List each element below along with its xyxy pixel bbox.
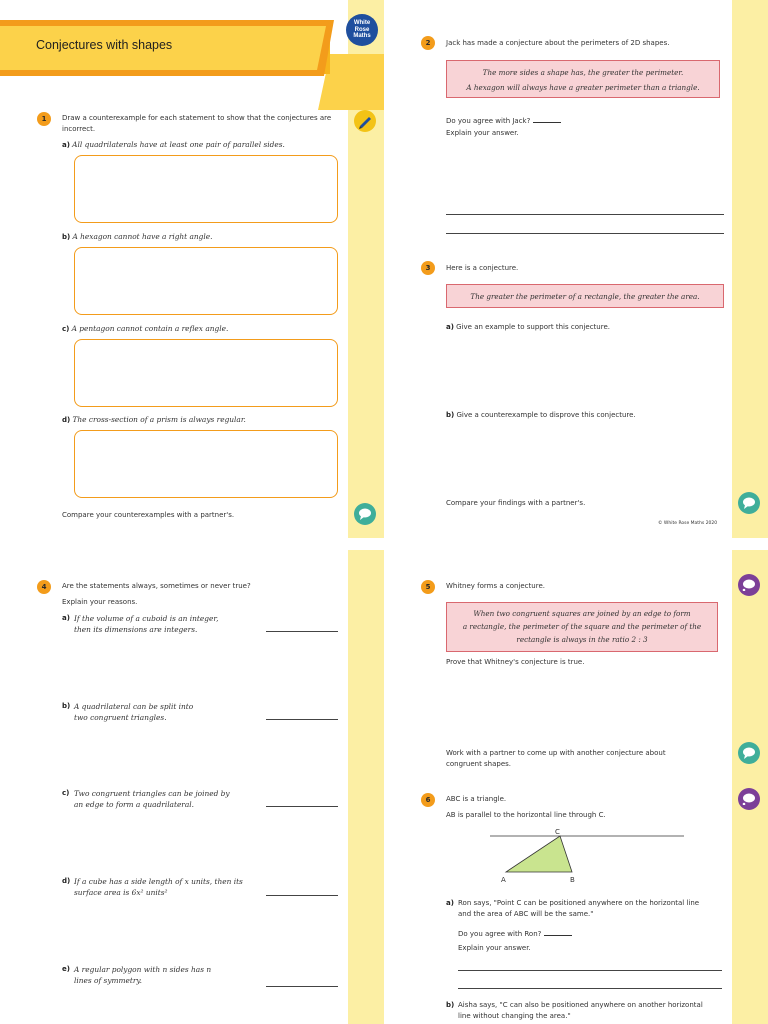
agree-prompt: Do you agree with Jack? <box>446 115 561 127</box>
part-d: d) The cross-section of a prism is always regular. <box>62 415 246 424</box>
part-a: a) <box>446 899 454 907</box>
question-number: 3 <box>421 261 435 275</box>
question-number: 1 <box>37 112 51 126</box>
answer-box-b[interactable] <box>74 247 338 315</box>
answer-line <box>446 233 724 234</box>
answer-line <box>266 806 338 807</box>
answer-line <box>266 631 338 632</box>
statement-d: If a cube has a side length of x units, then its surface area is 6x² units² <box>74 877 243 897</box>
answer-box-d[interactable] <box>74 430 338 498</box>
discussion-icon <box>738 492 760 514</box>
part-a: a) All quadrilaterals have at least one pair of parallel sides. <box>62 140 285 149</box>
worksheet-page-1 <box>0 0 384 538</box>
answer-box-c[interactable] <box>74 339 338 407</box>
answer-line <box>458 970 722 971</box>
part-c: c) A pentagon cannot contain a reflex angle. <box>62 324 229 333</box>
conjecture-box: The greater the perimeter of a rectangle, the greater the area. <box>446 284 724 308</box>
part-b: b) Give a counterexample to disprove this conjecture. <box>446 411 636 419</box>
vertex-c-label: C <box>555 828 560 836</box>
pencil-icon <box>354 110 376 132</box>
ron-statement: Ron says, "Point C can be positioned anywhere on the horizontal line and the area of ABC will be the same." <box>458 899 700 918</box>
worksheet-page-2 <box>384 0 768 538</box>
question-number: 4 <box>37 580 51 594</box>
statement-e: A regular polygon with n sides has n lines of symmetry. <box>74 965 212 985</box>
question-intro: Jack has made a conjecture about the perimeters of 2D shapes. <box>446 39 670 47</box>
conjecture-box: When two congruent squares are joined by an edge to form a rectangle, the perimeter of the square and the perimeter of the rectangle is always in the ratio 2 : 3 <box>446 602 718 652</box>
copyright: © White Rose Maths 2020 <box>658 521 718 526</box>
prove-prompt: Prove that Whitney's conjecture is true. <box>446 658 585 666</box>
partner-prompt: Compare your findings with a partner's. <box>446 499 586 507</box>
margin-strip <box>348 550 384 1024</box>
answer-line <box>266 719 338 720</box>
question-intro: Whitney forms a conjecture. <box>446 582 545 590</box>
part-e: e) <box>62 965 70 973</box>
thinking-icon <box>738 574 760 596</box>
part-a: a) <box>62 614 70 622</box>
conjecture-box: The more sides a shape has, the greater the perimeter. A hexagon will always have a greater perimeter than a triangle. <box>446 60 720 98</box>
white-rose-logo: White Rose Maths <box>346 14 378 46</box>
question-number: 5 <box>421 580 435 594</box>
explain-prompt: Explain your answer. <box>446 129 519 137</box>
part-b: b) <box>62 702 71 710</box>
vertex-b-label: B <box>570 876 575 884</box>
part-b: b) <box>446 1001 455 1009</box>
part-a: a) Give an example to support this conjecture. <box>446 323 610 331</box>
thinking-icon <box>738 788 760 810</box>
partner-prompt: Compare your counterexamples with a partner's. <box>62 511 235 519</box>
question-intro: Are the statements always, sometimes or never true? <box>62 582 251 590</box>
question-number: 6 <box>421 793 435 807</box>
answer-line <box>266 895 338 896</box>
question-intro: ABC is a triangle. <box>446 795 507 803</box>
answer-line <box>458 988 722 989</box>
part-d: d) <box>62 877 71 885</box>
part-b: b) A hexagon cannot have a right angle. <box>62 232 213 241</box>
vertex-a-label: A <box>501 876 506 884</box>
answer-box-a[interactable] <box>74 155 338 223</box>
triangle-diagram <box>484 826 689 884</box>
discussion-icon <box>738 742 760 764</box>
statement-a: If the volume of a cuboid is an integer, then its dimensions are integers. <box>74 614 219 634</box>
page-title: Conjectures with shapes <box>36 38 173 52</box>
margin-strip <box>732 550 768 1024</box>
statement-b: A quadrilateral can be split into two congruent triangles. <box>74 702 194 722</box>
discussion-icon <box>354 503 376 525</box>
answer-line <box>446 214 724 215</box>
agree-prompt: Do you agree with Ron? <box>458 928 572 940</box>
aisha-statement: Aisha says, "C can also be positioned anywhere on another horizontal line without changing the area." <box>458 1001 703 1020</box>
worksheet-page-4 <box>384 550 768 1024</box>
part-c: c) <box>62 789 70 797</box>
parallel-info: AB is parallel to the horizontal line through C. <box>446 811 606 819</box>
question-intro: Here is a conjecture. <box>446 264 519 272</box>
question-intro: Draw a counterexample for each statement to show that the conjectures are incorrect. <box>62 114 332 133</box>
worksheet-page-3 <box>0 550 384 1024</box>
triangle-abc <box>506 836 572 872</box>
explain-prompt: Explain your answer. <box>458 944 531 952</box>
margin-strip <box>732 0 768 538</box>
answer-line <box>266 986 338 987</box>
statement-c: Two congruent triangles can be joined by an edge to form a quadrilateral. <box>74 789 230 809</box>
partner-prompt: Work with a partner to come up with another conjecture about congruent shapes. <box>446 749 666 768</box>
explain-prompt: Explain your reasons. <box>62 598 138 606</box>
question-number: 2 <box>421 36 435 50</box>
